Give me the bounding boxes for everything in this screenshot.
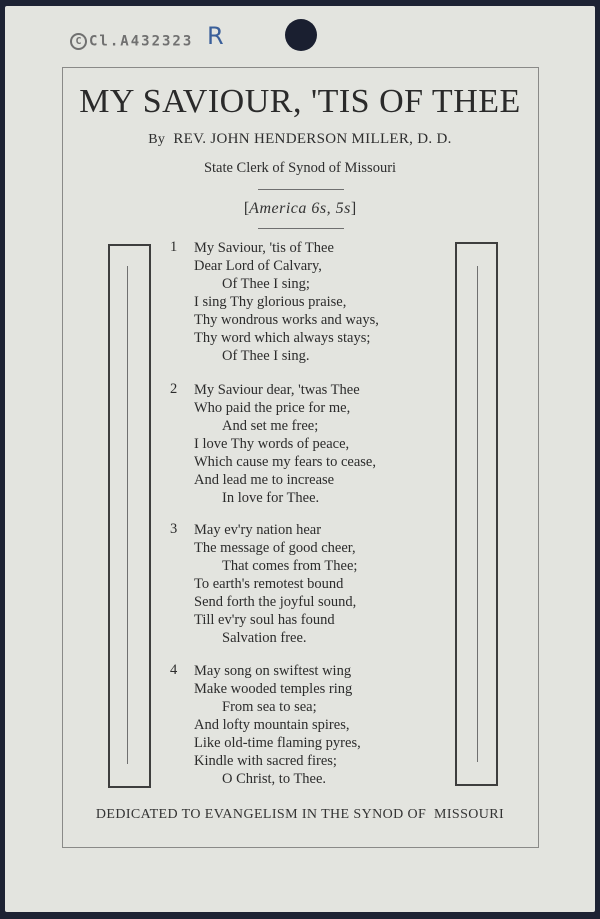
punch-hole bbox=[285, 19, 317, 51]
left-ornament bbox=[108, 244, 151, 788]
hymn-title: MY SAVIOUR, 'TIS OF THEE bbox=[79, 83, 521, 120]
verse-line: Make wooded temples ring bbox=[194, 681, 353, 697]
verse-line: I love Thy words of peace, bbox=[194, 436, 350, 452]
divider-bottom bbox=[258, 228, 344, 229]
verse-line: The message of good cheer, bbox=[194, 540, 356, 556]
verse-line: Send forth the joyful sound, bbox=[194, 594, 357, 610]
verse-line: In love for Thee. bbox=[222, 490, 320, 506]
left-ornament-line bbox=[127, 266, 128, 764]
copyright-stamp bbox=[70, 33, 193, 50]
verse-line: My Saviour, 'tis of Thee bbox=[194, 240, 334, 256]
stanza-number: 4 bbox=[170, 662, 178, 678]
dedication: DEDICATED TO EVANGELISM IN THE SYNOD OF MISSOURI bbox=[95, 807, 505, 822]
verse-line: Thy wondrous works and ways, bbox=[194, 312, 379, 328]
verse-line: May song on swiftest wing bbox=[194, 663, 352, 679]
verse-line: Salvation free. bbox=[222, 630, 307, 646]
verse-line: Thy word which always stays; bbox=[194, 330, 371, 346]
tune-bracket-open: [ bbox=[243, 200, 250, 217]
stanza-number: 2 bbox=[170, 381, 178, 397]
author-role: State Clerk of Synod of Missouri bbox=[203, 160, 397, 176]
stanza-4 bbox=[170, 662, 361, 788]
verse-line: Till ev'ry soul has found bbox=[194, 612, 335, 628]
verse-line: Dear Lord of Calvary, bbox=[194, 258, 322, 274]
tune-bracket-close: ] bbox=[350, 200, 357, 217]
verse-line: Like old-time flaming pyres, bbox=[194, 735, 361, 751]
verse-line: My Saviour dear, 'twas Thee bbox=[194, 382, 360, 398]
author-name: REV. JOHN HENDERSON MILLER, D. D. bbox=[173, 131, 452, 147]
verse-line: O Christ, to Thee. bbox=[222, 771, 327, 787]
right-ornament-line bbox=[477, 266, 478, 762]
verse-line: Of Thee I sing. bbox=[222, 348, 310, 364]
verse-line: May ev'ry nation hear bbox=[194, 522, 322, 538]
handwritten-mark: R bbox=[207, 22, 224, 50]
tune-name bbox=[0, 200, 600, 218]
verse-line: And lofty mountain spires, bbox=[194, 717, 350, 733]
verse-line: To earth's remotest bound bbox=[194, 576, 344, 592]
copyright-icon: C bbox=[70, 33, 87, 50]
stanza-number: 1 bbox=[170, 239, 178, 255]
verse-line: And set me free; bbox=[222, 418, 319, 434]
stanza-2 bbox=[170, 381, 376, 507]
stanza-number: 3 bbox=[170, 521, 178, 537]
verse-line: Which cause my fears to cease, bbox=[194, 454, 376, 470]
tune-text: America 6s, 5s bbox=[249, 200, 351, 217]
byline-prefix: By bbox=[148, 132, 166, 147]
verse-line: Kindle with sacred fires; bbox=[194, 753, 337, 769]
registration-number: Cl.A432323 bbox=[89, 33, 194, 50]
verse-line: And lead me to increase bbox=[194, 472, 335, 488]
verse-line: Who paid the price for me, bbox=[194, 400, 351, 416]
stanza-1 bbox=[170, 239, 379, 365]
byline bbox=[0, 131, 600, 148]
verse-line: Of Thee I sing; bbox=[222, 276, 310, 292]
verse-line: I sing Thy glorious praise, bbox=[194, 294, 347, 310]
stanza-3 bbox=[170, 521, 357, 647]
verse-line: That comes from Thee; bbox=[222, 558, 358, 574]
divider-top bbox=[258, 189, 344, 190]
verse-line: From sea to sea; bbox=[222, 699, 317, 715]
